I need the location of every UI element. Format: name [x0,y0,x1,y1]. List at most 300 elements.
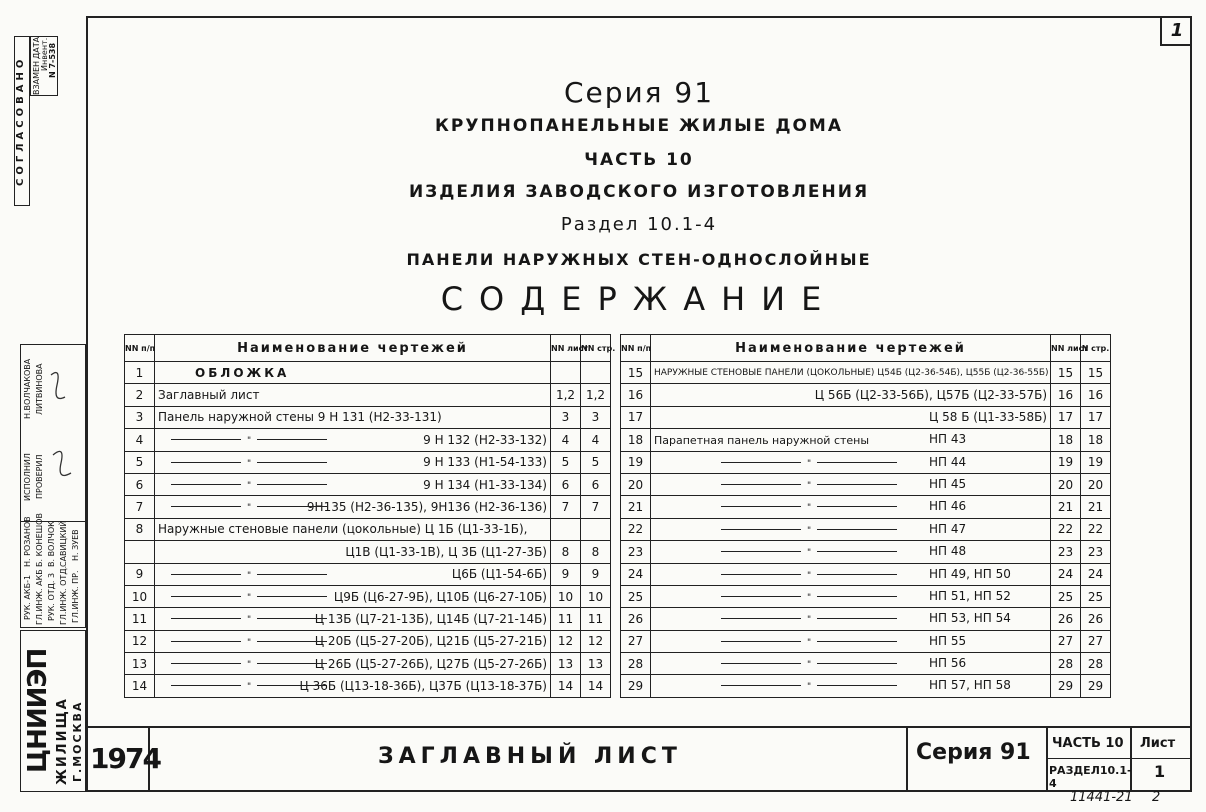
signature-block [20,344,86,628]
left-sidebar [14,36,86,792]
row-title-text: Заглавный лист [158,388,260,403]
ditto-line [721,641,801,642]
row-page: 20 [1081,473,1111,495]
row-list: 19 [1051,451,1081,473]
table-row [125,406,611,428]
ditto-mark: " [247,480,252,491]
row-number: 3 [125,406,155,428]
table-row [125,496,611,518]
row-title-text: 9 Н 133 (Н1-54-133) [423,455,547,470]
table-row [125,518,611,540]
org-name-2: ЖИЛИЩА [55,697,70,785]
row-title [651,630,1051,652]
row-title [155,585,551,607]
row-code: НП 55 [929,633,967,648]
role-1: РУК. АКБ-1 [23,574,32,620]
row-title [651,541,1051,563]
ditto-line [257,462,327,463]
row-page: 21 [1081,496,1111,518]
row-number: 28 [621,653,651,675]
row-title-text: Ц 56Б (Ц2-33-56Б), Ц57Б (Ц2-33-57Б) [814,388,1047,403]
row-list: 10 [551,585,581,607]
org-block [20,630,86,792]
ditto [171,432,327,446]
ditto-line [257,663,327,664]
row-title [651,384,1051,406]
table-row [125,608,611,630]
col-name: Наименование чертежей [155,335,551,362]
row-code: НП 51, НП 52 [929,588,1011,603]
row-list: 16 [1051,384,1081,406]
ditto [721,477,897,491]
row-code: НП 45 [929,476,967,491]
replace-label: ВЗАМЕН [32,60,41,95]
ditto-line [171,484,241,485]
ditto [171,499,327,513]
ditto-line [171,574,241,575]
row-number: 4 [125,429,155,451]
row-list: 15 [1051,362,1081,384]
header-line-3: ИЗДЕЛИЯ ЗАВОДСКОГО ИЗГОТОВЛЕНИЯ [408,182,870,202]
ditto-line [721,462,801,463]
name-5: Н. ЗУЕВ [71,529,80,561]
ditto-line [171,641,241,642]
table-row [621,451,1111,473]
ditto [171,634,327,648]
ditto-line [721,618,801,619]
row-list: 21 [1051,496,1081,518]
ditto [721,611,897,625]
row-page: 13 [581,653,611,675]
header-line-1: КРУПНОПАНЕЛЬНЫЕ ЖИЛЫЕ ДОМА [434,116,843,136]
name-1: Н. РОЗАНОВ [23,516,32,567]
ditto-line [257,618,327,619]
title-part-divider [1046,758,1130,759]
row-title-text: Ц 26Б (Ц5-27-26Б), Ц27Б (Ц5-27-26Б) [314,656,547,671]
ditto-mark: " [247,592,252,603]
ditto-mark: " [247,436,252,447]
table-row [125,473,611,495]
row-list: 12 [551,630,581,652]
row-number: 14 [125,675,155,697]
ditto [171,656,327,670]
col-nn: NN п/п [125,335,155,362]
row-title [651,451,1051,473]
table-row [621,653,1111,675]
row-page: 7 [581,496,611,518]
row-page: 9 [581,563,611,585]
row-page: 27 [1081,630,1111,652]
ditto-line [257,506,327,507]
row-number: 5 [125,451,155,473]
ditto-line [171,462,241,463]
row-title [651,406,1051,428]
row-list [551,362,581,384]
row-title [651,496,1051,518]
ditto [171,455,327,469]
row-code: НП 44 [929,454,967,469]
ditto-mark: " [807,637,812,648]
ditto-line [817,685,897,686]
row-title [155,406,551,428]
inventory-strip [30,36,58,96]
row-list: 17 [1051,406,1081,428]
row-number: 9 [125,563,155,585]
row-number: 7 [125,496,155,518]
row-number: 21 [621,496,651,518]
agreed-strip [14,36,30,206]
row-list: 3 [551,406,581,428]
ditto-line [257,641,327,642]
ditto-mark: " [807,660,812,671]
row-page: 26 [1081,608,1111,630]
table-row [125,563,611,585]
row-title [155,608,551,630]
col-list: NN лист [1051,335,1081,362]
row-list [551,518,581,540]
row-number: 16 [621,384,651,406]
role-2: ГЛ.ИНЖ. АКБ [35,569,44,625]
row-number: 2 [125,384,155,406]
executor-column [21,345,87,522]
footer-code: 11441-21 [1070,790,1133,805]
date-label: ДАТА [32,36,41,59]
table-row [125,429,611,451]
row-title [155,496,551,518]
row-number: 13 [125,653,155,675]
sheet-cell [1132,728,1190,792]
ditto-line [171,506,241,507]
row-list: 6 [551,473,581,495]
row-page: 1,2 [581,384,611,406]
series-cell [906,728,1048,792]
ditto [171,611,327,625]
row-title-text: Наружные стеновые панели (цокольные) Ц 1Б (Ц1-33-1Б), [158,522,528,537]
row-title [155,675,551,697]
row-number: 10 [125,585,155,607]
ditto-line [817,596,897,597]
col-name: Наименование чертежей [651,335,1051,362]
row-title-text: Парапетная панель наружной стены [654,433,870,447]
row-title [651,675,1051,697]
ditto-line [721,596,801,597]
row-title-text: Панель наружной стены 9 Н 131 (Н2-33-131) [158,410,442,425]
row-title [155,563,551,585]
footer-page: 2 [1152,790,1161,805]
ditto-line [817,663,897,664]
row-title-text: 9 Н 134 (Н1-33-134) [423,477,547,492]
row-list: 18 [1051,429,1081,451]
ditto-line [721,506,801,507]
ditto-mark: " [807,458,812,469]
role-5: ГЛ.ИНЖ. ПР. [71,570,80,624]
ditto-line [817,462,897,463]
row-title-text: ОБЛОЖКА [195,365,290,380]
row-number: 12 [125,630,155,652]
row-number: 24 [621,563,651,585]
row-list: 7 [551,496,581,518]
table-row [621,406,1111,428]
row-title-text: НАРУЖНЫЕ СТЕНОВЫЕ ПАНЕЛИ (ЦОКОЛЬНЫЕ) Ц54Б (Ц2-36-54Б), Ц55Б (Ц2-36-55Б) [654,367,1049,378]
ditto-mark: " [807,592,812,603]
ditto-line [257,484,327,485]
row-title [651,608,1051,630]
sheet-label: Лист [1140,736,1176,751]
ditto-line [257,596,327,597]
row-page: 24 [1081,563,1111,585]
table-row [125,675,611,697]
name-3: В. ВОЛЧОК [47,521,56,567]
row-title [651,653,1051,675]
table-row [621,608,1111,630]
row-page [581,362,611,384]
col-nn: NN п/п [621,335,651,362]
title-series: Серия 91 [916,740,1031,765]
ditto [721,567,897,581]
row-title [155,653,551,675]
table-header-row [125,335,611,362]
table-row [621,496,1111,518]
checker-name: ЛИТВИНОВА [35,363,44,415]
row-number: 11 [125,608,155,630]
row-list: 4 [551,429,581,451]
row-title-text: Ц 13Б (Ц7-21-13Б), Ц14Б (Ц7-21-14Б) [314,611,547,626]
row-page: 12 [581,630,611,652]
table-row [125,541,611,563]
row-list: 23 [1051,541,1081,563]
roles-column [21,513,87,627]
table-row [621,585,1111,607]
header-section: Раздел 10.1-4 [560,214,718,235]
sheet-title: ЗАГЛАВНЫЙ ЛИСТ [378,744,682,769]
ditto-line [721,663,801,664]
row-page: 19 [1081,451,1111,473]
title-block [86,726,1192,792]
ditto-line [171,685,241,686]
ditto [721,589,897,603]
table-row [621,473,1111,495]
ditto-line [817,529,897,530]
year-cell [86,728,160,792]
row-number [125,541,155,563]
row-title [155,384,551,406]
executor-name: Н.ВОЛЧАКОВА [23,358,32,420]
table-row [125,653,611,675]
row-page: 22 [1081,518,1111,540]
table-row [621,518,1111,540]
agreed-label: СОГЛАСОВАНО [15,55,26,187]
row-number: 22 [621,518,651,540]
row-page: 23 [1081,541,1111,563]
table-row [621,362,1111,384]
row-number: 18 [621,429,651,451]
row-code: НП 48 [929,544,967,559]
header-line-5: ПАНЕЛИ НАРУЖНЫХ СТЕН-ОДНОСЛОЙНЫЕ [406,250,872,269]
row-number: 6 [125,473,155,495]
row-title-text: Ц 36Б (Ц13-18-36Б), Ц37Б (Ц13-18-37Б) [299,679,547,694]
row-number: 8 [125,518,155,540]
table-row [621,429,1111,451]
ditto-line [817,641,897,642]
col-page: NN стр. [581,335,611,362]
row-code: НП 47 [929,521,967,536]
row-page: 28 [1081,653,1111,675]
ditto [171,678,327,692]
row-page: 10 [581,585,611,607]
ditto [721,656,897,670]
header-part: ЧАСТЬ 10 [584,150,694,170]
contents-title: СОДЕРЖАНИЕ [440,280,838,318]
row-number: 29 [621,675,651,697]
ditto-line [171,618,241,619]
ditto-mark: " [247,570,252,581]
table-row [125,362,611,384]
row-page: 17 [1081,406,1111,428]
row-page: 8 [581,541,611,563]
row-number: 27 [621,630,651,652]
row-title [155,630,551,652]
ditto-mark: " [807,480,812,491]
row-code: НП 57, НП 58 [929,678,1011,693]
row-list: 22 [1051,518,1081,540]
ditto-mark: " [247,660,252,671]
ditto [721,544,897,558]
row-page: 3 [581,406,611,428]
row-code: НП 49, НП 50 [929,566,1011,581]
row-number: 1 [125,362,155,384]
ditto [171,589,327,603]
row-code: НП 43 [929,432,967,447]
row-list: 14 [551,675,581,697]
table-header-row [621,335,1111,362]
row-list: 29 [1051,675,1081,697]
ditto-line [721,529,801,530]
ditto [721,634,897,648]
ditto-line [171,439,241,440]
row-title-text: Ц6Б (Ц1-54-6Б) [451,567,547,582]
table-row [125,384,611,406]
table-row [621,563,1111,585]
row-page [581,518,611,540]
row-list: 20 [1051,473,1081,495]
org-city: Г.МОСКВА [71,700,84,782]
ditto-mark: " [807,615,812,626]
inventory-number: N 7-538 [48,42,57,78]
ditto-line [171,663,241,664]
row-page: 18 [1081,429,1111,451]
ditto-mark: " [807,570,812,581]
ditto-line [257,685,327,686]
col-list: NN лист [551,335,581,362]
table-row [125,451,611,473]
row-title-text: Ц9Б (Ц6-27-9Б), Ц10Б (Ц6-27-10Б) [333,589,547,604]
ditto-line [721,551,801,552]
series-title: Серия 91 [563,76,715,109]
row-list: 24 [1051,563,1081,585]
row-page: 14 [581,675,611,697]
ditto-line [817,484,897,485]
ditto-line [817,506,897,507]
row-number: 23 [621,541,651,563]
row-list: 9 [551,563,581,585]
signature-marks [47,355,85,515]
ditto-mark: " [247,682,252,693]
row-page: 15 [1081,362,1111,384]
ditto [171,567,327,581]
row-title [155,429,551,451]
ditto-mark: " [247,637,252,648]
ditto-line [817,551,897,552]
row-page: 16 [1081,384,1111,406]
row-title [651,362,1051,384]
name-4: САВИЦКИЙ [59,520,68,567]
row-number: 15 [621,362,651,384]
sheet-number: 1 [1160,16,1192,46]
row-page: 4 [581,429,611,451]
row-list: 25 [1051,585,1081,607]
row-number: 20 [621,473,651,495]
col-page: N стр. [1081,335,1111,362]
row-list: 1,2 [551,384,581,406]
row-list: 5 [551,451,581,473]
inventory-label: Инвент. [40,37,49,71]
ditto-line [721,685,801,686]
ditto-mark: " [807,503,812,514]
title-section: РАЗДЕЛ10.1-4 [1049,764,1132,790]
row-title-text: Ц1В (Ц1-33-1В), Ц 3Б (Ц1-27-3Б) [345,544,547,559]
table-row [621,384,1111,406]
row-code: НП 56 [929,656,967,671]
ditto-line [721,484,801,485]
table-row [621,675,1111,697]
checker-role: ПРОВЕРИЛ [35,454,44,500]
row-title [155,541,551,563]
ditto-line [171,596,241,597]
row-title-text: 9 Н 132 (Н2-33-132) [423,432,547,447]
row-list: 27 [1051,630,1081,652]
table-row [125,630,611,652]
row-page: 6 [581,473,611,495]
ditto-mark: " [247,615,252,626]
org-name: ЦНИИЭП [23,648,53,774]
row-title [651,429,1051,451]
ditto [721,522,897,536]
contents-table-right [620,334,1111,698]
ditto-mark: " [807,682,812,693]
row-page: 25 [1081,585,1111,607]
ditto [171,477,327,491]
row-number: 25 [621,585,651,607]
role-4: ГЛ.ИНЖ. ОТД. [59,565,68,625]
row-page: 5 [581,451,611,473]
ditto-line [257,439,327,440]
row-title [155,473,551,495]
row-number: 17 [621,406,651,428]
ditto-line [817,618,897,619]
row-title-text: Ц 20Б (Ц5-27-20Б), Ц21Б (Ц5-27-21Б) [314,634,547,649]
sheet-label-divider [1132,758,1190,759]
ditto-line [257,574,327,575]
row-title-text: 9Н135 (Н2-36-135), 9Н136 (Н2-36-136) [306,500,547,515]
row-title [651,563,1051,585]
row-page: 11 [581,608,611,630]
row-title [651,473,1051,495]
row-title-text: Ц 58 Б (Ц1-33-58Б) [928,410,1047,425]
row-list: 13 [551,653,581,675]
row-code: НП 46 [929,499,967,514]
ditto-line [721,574,801,575]
ditto-mark: " [247,503,252,514]
